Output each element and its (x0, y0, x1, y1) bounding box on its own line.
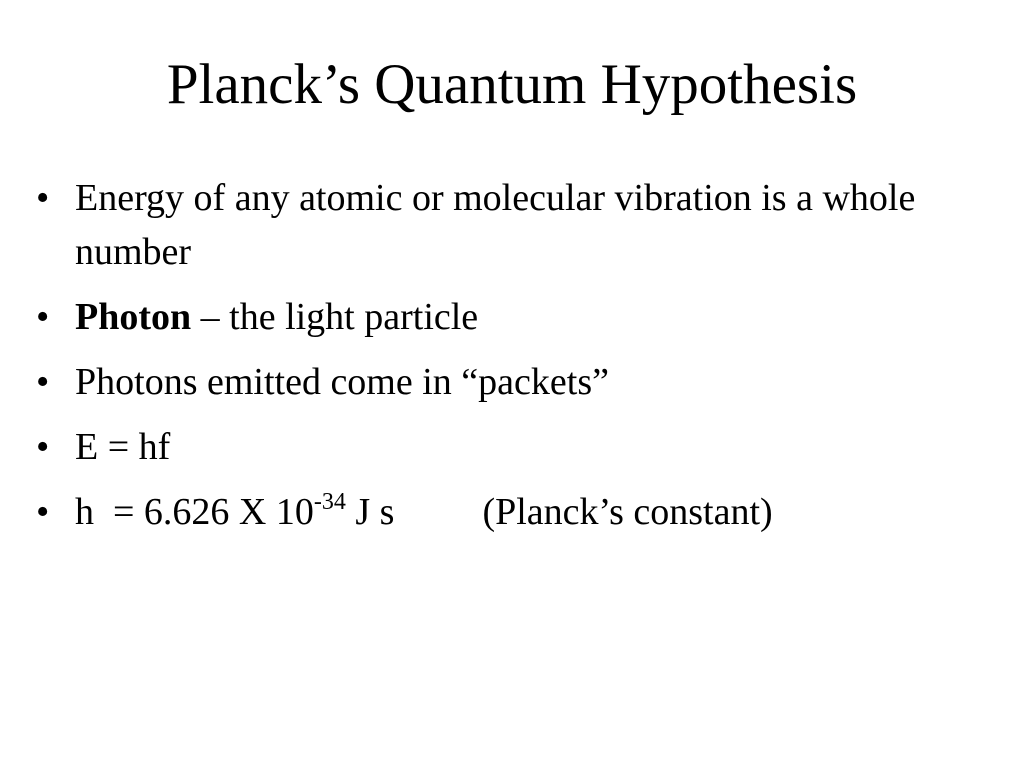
bullet-text: Energy of any atomic or molecular vibration is a whole number (75, 177, 916, 273)
bullet-bold-term: Photon (75, 296, 192, 338)
bullet-icon: • (36, 296, 50, 338)
planck-constant-unit: J s (345, 491, 395, 533)
bullet-item-packets (36, 355, 986, 409)
bullet-icon: • (36, 177, 50, 219)
bullet-item-energy-equation (36, 420, 986, 474)
bullet-icon: • (36, 426, 50, 468)
planck-constant-base: h = 6.626 X 10 (75, 491, 314, 533)
bullet-text: – the light particle (191, 296, 479, 338)
planck-constant-exponent: -34 (313, 489, 346, 515)
bullet-item-planck-constant (36, 485, 986, 539)
planck-constant-note: (Planck’s constant) (482, 491, 773, 533)
bullet-icon: • (36, 491, 50, 533)
bullet-list (36, 171, 986, 550)
slide-title: Planck’s Quantum Hypothesis (166, 53, 858, 116)
bullet-item-photon (36, 290, 986, 344)
bullet-icon: • (36, 361, 50, 403)
bullet-text: Photons emitted come in “packets” (75, 361, 609, 403)
bullet-item-energy (36, 171, 986, 279)
bullet-text: E = hf (75, 426, 171, 468)
